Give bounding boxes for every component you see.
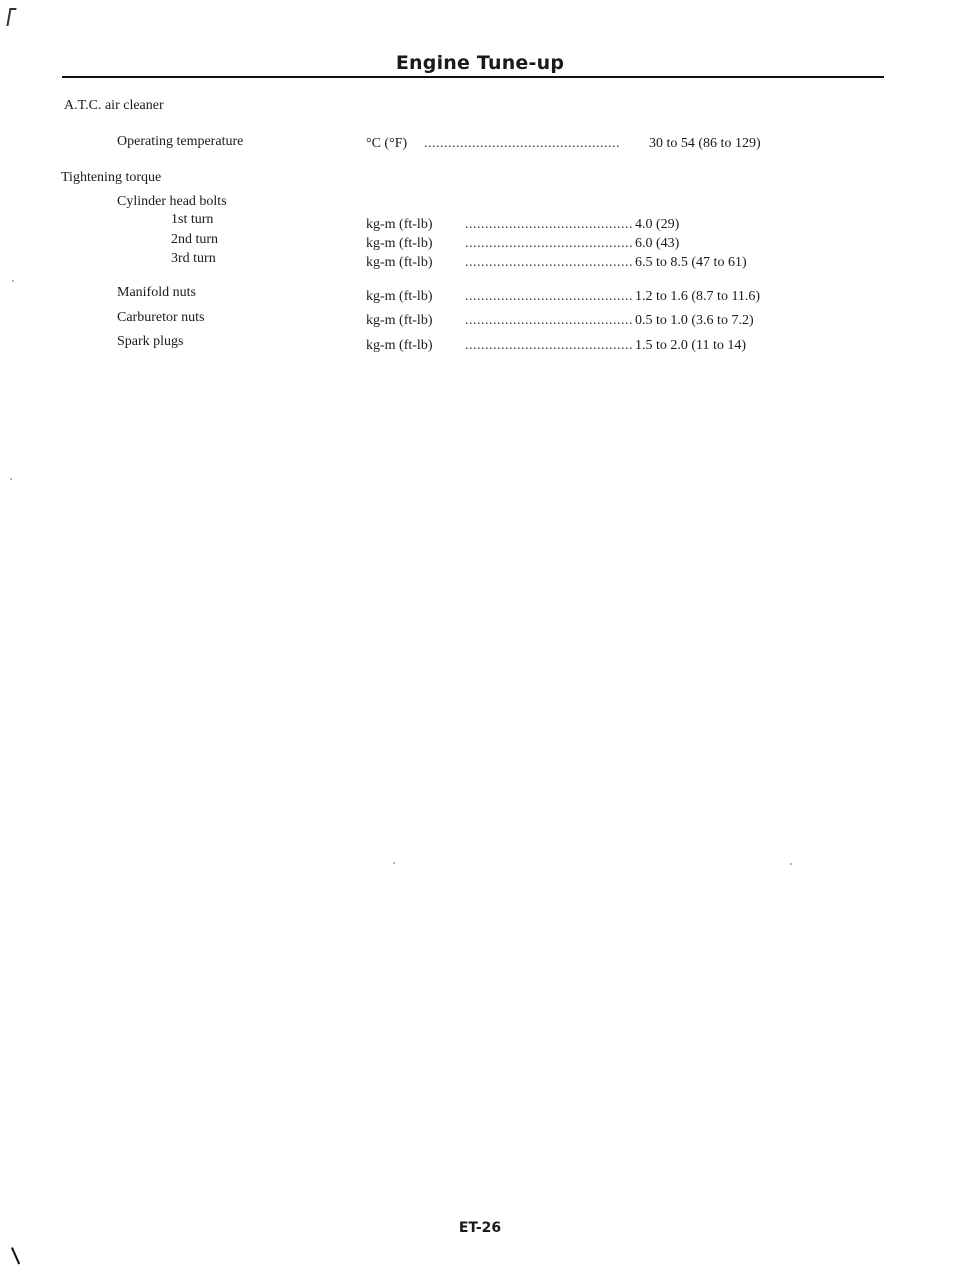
spec-label-1st-turn: 1st turn	[171, 212, 214, 227]
spec-label-operating-temperature: Operating temperature	[117, 134, 244, 149]
spec-unit: kg-m (ft-lb)	[366, 217, 433, 232]
spec-label-3rd-turn: 3rd turn	[171, 251, 216, 266]
spec-unit: kg-m (ft-lb)	[366, 255, 433, 270]
spec-value: 0.5 to 1.0 (3.6 to 7.2)	[635, 313, 754, 328]
page-title: Engine Tune-up	[395, 52, 565, 74]
header-rule	[62, 76, 884, 78]
scan-corner-mark	[6, 8, 16, 26]
spec-value: 30 to 54 (86 to 129)	[649, 136, 761, 151]
dot-leader: .................................................	[424, 136, 620, 151]
spec-label-carburetor-nuts: Carburetor nuts	[117, 310, 205, 325]
scan-corner-mark	[11, 1248, 18, 1266]
dot-leader: ..........................................	[465, 338, 633, 353]
spec-value: 6.5 to 8.5 (47 to 61)	[635, 255, 747, 270]
spec-unit: kg-m (ft-lb)	[366, 313, 433, 328]
dot-leader: ..........................................	[465, 255, 633, 270]
subsection-label-cylinder-head-bolts: Cylinder head bolts	[117, 194, 227, 209]
scan-speck	[790, 863, 792, 865]
section-label-atc-air-cleaner: A.T.C. air cleaner	[64, 98, 164, 113]
dot-leader: ..........................................	[465, 236, 633, 251]
spec-unit: kg-m (ft-lb)	[366, 236, 433, 251]
spec-label-2nd-turn: 2nd turn	[171, 232, 219, 247]
dot-leader: ..........................................	[465, 217, 633, 232]
scan-speck	[393, 862, 395, 864]
spec-unit: kg-m (ft-lb)	[366, 338, 433, 353]
spec-label-manifold-nuts: Manifold nuts	[117, 285, 196, 300]
section-label-tightening-torque: Tightening torque	[61, 170, 162, 185]
dot-leader: ..........................................	[465, 313, 633, 328]
spec-label-spark-plugs: Spark plugs	[117, 334, 184, 349]
spec-value: 4.0 (29)	[635, 217, 680, 232]
spec-unit: kg-m (ft-lb)	[366, 289, 433, 304]
spec-value: 1.5 to 2.0 (11 to 14)	[635, 338, 747, 353]
page-number: ET-26	[458, 1220, 502, 1236]
scan-speck	[10, 478, 12, 480]
spec-value: 6.0 (43)	[635, 236, 680, 251]
dot-leader: ..........................................	[465, 289, 633, 304]
spec-unit: °C (°F)	[366, 136, 408, 151]
spec-value: 1.2 to 1.6 (8.7 to 11.6)	[635, 289, 761, 304]
scan-speck	[12, 280, 14, 282]
